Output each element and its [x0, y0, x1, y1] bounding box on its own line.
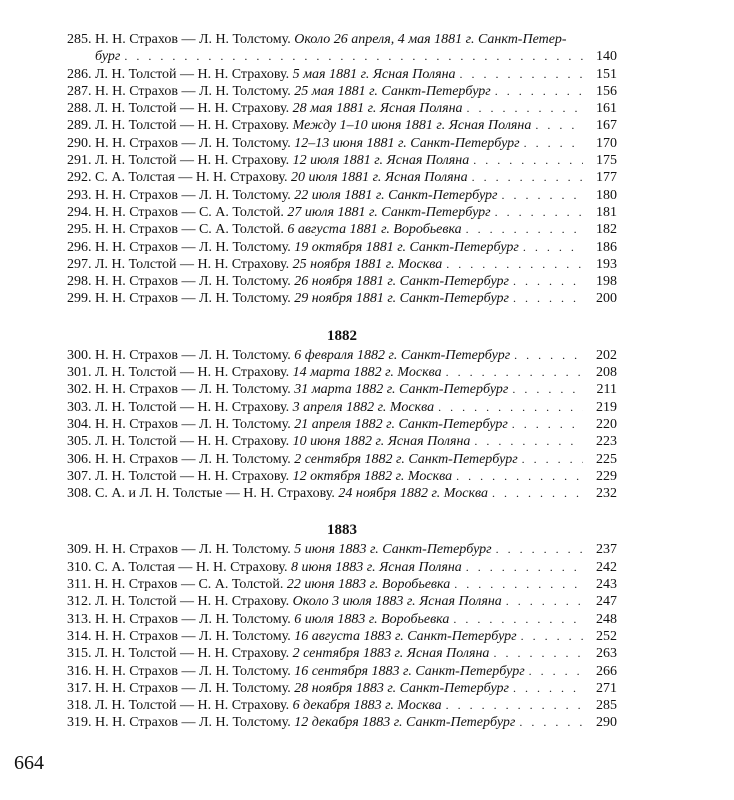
- entry-text: [67, 204, 491, 221]
- entry-page: 219: [596, 399, 617, 415]
- dot-leader: [472, 169, 583, 186]
- entry-date-place: 8 июня 1883 г. Ясная Поляна: [290, 559, 462, 575]
- dot-leader: [438, 399, 583, 416]
- entry-page: 161: [596, 101, 617, 117]
- entry-number: 287.: [67, 83, 92, 99]
- entry-correspondents: Н. Н. Страхов — Л. Н. Толстому.: [95, 347, 291, 363]
- entry-number: 294.: [67, 204, 92, 220]
- entry-page: 198: [596, 274, 617, 290]
- toc-entry[interactable]: [67, 611, 617, 628]
- entry-number: 313.: [67, 611, 92, 627]
- toc-entry[interactable]: [67, 290, 617, 307]
- dot-leader: [513, 680, 583, 697]
- entry-number: 311.: [67, 577, 91, 593]
- entry-number: 288.: [67, 101, 92, 117]
- entry-continuation: бург: [95, 49, 121, 65]
- entry-text: [67, 714, 515, 731]
- entry-correspondents: Н. Н. Страхов — Л. Н. Толстому.: [95, 611, 291, 627]
- entry-text: [67, 364, 442, 381]
- entry-date-place: 21 апреля 1882 г. Санкт-Петербург: [294, 416, 508, 432]
- entry-page: 140: [596, 49, 617, 65]
- dot-leader: [466, 559, 583, 576]
- entry-text: [67, 697, 442, 714]
- toc-entry[interactable]: [67, 433, 617, 450]
- entry-correspondents: Н. Н. Страхов — Л. Н. Толстому.: [95, 274, 291, 290]
- entry-correspondents: Л. Н. Толстой — Н. Н. Страхову.: [95, 153, 290, 169]
- entry-date-place: 12–13 июня 1881 г. Санкт-Петербург: [294, 135, 520, 151]
- entry-date-place: 16 августа 1883 г. Санкт-Петербург: [294, 628, 517, 644]
- entry-page: 151: [596, 66, 617, 82]
- entry-date-place: 5 июня 1883 г. Санкт-Петербург: [294, 542, 492, 558]
- entry-date-place: 24 ноября 1882 г. Москва: [338, 486, 488, 502]
- entry-correspondents: Л. Н. Толстой — Н. Н. Страхову.: [95, 118, 290, 134]
- dot-leader: [512, 416, 583, 433]
- dot-leader: [473, 152, 583, 169]
- entry-number: 314.: [67, 628, 92, 644]
- entry-text: [67, 433, 470, 450]
- dot-leader: [492, 485, 583, 502]
- dot-leader: [512, 381, 583, 398]
- toc-entry[interactable]: [67, 714, 617, 731]
- page-number: 664: [14, 752, 44, 774]
- toc-entry[interactable]: [67, 117, 617, 134]
- entry-number: 304.: [67, 416, 92, 432]
- entry-correspondents: Н. Н. Страхов — Л. Н. Толстому.: [95, 416, 291, 432]
- entry-page: 232: [596, 486, 617, 502]
- entry-number: 295.: [67, 222, 92, 238]
- dot-leader: [460, 66, 583, 83]
- entry-page: 247: [596, 594, 617, 610]
- entry-page: 186: [596, 239, 617, 255]
- entry-number: 312.: [67, 594, 92, 610]
- dot-leader: [519, 714, 583, 731]
- dot-leader: [456, 468, 583, 485]
- entry-correspondents: С. А. и Л. Н. Толстые — Н. Н. Страхову.: [95, 486, 335, 502]
- entry-page: 248: [596, 611, 617, 627]
- entry-text: [67, 273, 509, 290]
- entry-text: [67, 256, 442, 273]
- entry-page: 237: [596, 542, 617, 558]
- entry-page: 175: [596, 153, 617, 169]
- toc-entry[interactable]: [67, 273, 617, 290]
- dot-leader: [506, 593, 583, 610]
- dot-leader: [474, 433, 583, 450]
- entry-text: [67, 451, 518, 468]
- entry-text: [67, 135, 520, 152]
- dot-leader: [495, 204, 583, 221]
- entry-text: [67, 645, 489, 662]
- toc-entry[interactable]: [67, 485, 617, 502]
- entry-page: 225: [596, 451, 617, 467]
- entry-page: 208: [596, 365, 617, 381]
- toc-entry[interactable]: [67, 135, 617, 152]
- entry-page: 223: [596, 434, 617, 450]
- entry-text: [67, 593, 502, 610]
- dot-leader: [522, 451, 583, 468]
- entry-date-place: 28 мая 1881 г. Ясная Поляна: [292, 101, 463, 117]
- dot-leader: [466, 221, 583, 238]
- section-gap: [67, 502, 617, 519]
- entry-correspondents: Л. Н. Толстой — Н. Н. Страхову.: [95, 434, 290, 450]
- toc-entry[interactable]: [67, 239, 617, 256]
- entry-number: 289.: [67, 118, 92, 134]
- entry-date-place: 6 августа 1881 г. Воробьевка: [287, 222, 462, 238]
- entry-number: 303.: [67, 399, 92, 415]
- entry-page: 180: [596, 187, 617, 203]
- toc-entry[interactable]: [67, 399, 617, 416]
- entry-date-place: 3 апреля 1882 г. Москва: [292, 399, 435, 415]
- entry-number: 298.: [67, 274, 92, 290]
- year-heading: 1883: [327, 522, 357, 539]
- entry-correspondents: Н. Н. Страхов — Л. Н. Толстому.: [95, 135, 291, 151]
- entry-correspondents: Н. Н. Страхов — Л. Н. Толстому.: [95, 628, 291, 644]
- entry-date-place: Около 26 апреля, 4 мая 1881 г. Санкт-Петер-: [294, 32, 567, 47]
- entry-date-place: 2 сентября 1883 г. Ясная Поляна: [292, 646, 490, 662]
- entry-number: 296.: [67, 239, 92, 255]
- entry-page: 211: [596, 382, 617, 398]
- entry-text: [67, 100, 463, 117]
- section-gap: [67, 308, 617, 325]
- entry-correspondents: Н. Н. Страхов — С. А. Толстой.: [95, 204, 284, 220]
- toc-entry[interactable]: [67, 347, 617, 364]
- entry-correspondents: Л. Н. Толстой — Н. Н. Страхову.: [95, 594, 290, 610]
- entry-text: [67, 399, 434, 416]
- toc-entry[interactable]: [67, 468, 617, 485]
- entry-correspondents: Л. Н. Толстой — Н. Н. Страхову.: [95, 468, 290, 484]
- toc-entry[interactable]: [67, 152, 617, 169]
- entry-date-place: 29 ноября 1881 г. Санкт-Петербург: [294, 291, 509, 307]
- entry-page: 263: [596, 646, 617, 662]
- entry-date-place: Около 3 июля 1883 г. Ясная Поляна: [292, 594, 502, 610]
- dot-leader: [467, 100, 583, 117]
- toc-entry[interactable]: [67, 697, 617, 714]
- entry-number: 301.: [67, 365, 92, 381]
- entry-page: 242: [596, 559, 617, 575]
- entry-number: 290.: [67, 135, 92, 151]
- entry-page: 285: [596, 698, 617, 714]
- entry-page: 193: [596, 256, 617, 272]
- entry-number: 297.: [67, 256, 92, 272]
- toc-entry[interactable]: [67, 364, 617, 381]
- dot-leader: [496, 541, 583, 558]
- entry-correspondents: Л. Н. Толстой — Н. Н. Страхову.: [95, 101, 290, 117]
- entry-number: 291.: [67, 153, 92, 169]
- entry-correspondents: Н. Н. Страхов — Л. Н. Толстому.: [95, 187, 291, 203]
- toc-entry[interactable]: [67, 576, 617, 593]
- entry-date-place: 26 ноября 1881 г. Санкт-Петербург: [294, 274, 509, 290]
- toc-entry[interactable]: [67, 663, 617, 680]
- entry-text: [67, 611, 449, 628]
- toc-entry[interactable]: [67, 680, 617, 697]
- entry-date-place: 12 декабря 1883 г. Санкт-Петербург: [294, 715, 516, 731]
- toc-entry[interactable]: [67, 593, 617, 610]
- dot-leader: [501, 187, 583, 204]
- entry-text: [67, 347, 510, 364]
- entry-date-place: 16 сентября 1883 г. Санкт-Петербург: [294, 663, 525, 679]
- entry-correspondents: Н. Н. Страхов — Л. Н. Толстому.: [95, 83, 291, 99]
- entry-date-place: 28 ноября 1883 г. Санкт-Петербург: [294, 680, 509, 696]
- entry-date-place: 12 июля 1881 г. Ясная Поляна: [292, 153, 470, 169]
- entry-page: 182: [596, 222, 617, 238]
- toc-entry[interactable]: [67, 381, 617, 398]
- entry-correspondents: Л. Н. Толстой — Н. Н. Страхову.: [95, 256, 290, 272]
- entry-correspondents: Л. Н. Толстой — Н. Н. Страхову.: [95, 646, 290, 662]
- entry-text: [67, 117, 531, 134]
- entry-number: 286.: [67, 66, 92, 82]
- entry-date-place: 10 июня 1882 г. Ясная Поляна: [292, 434, 471, 450]
- entry-date-place: 14 марта 1882 г. Москва: [292, 365, 442, 381]
- entry-text: [67, 576, 450, 593]
- entry-number: 308.: [67, 486, 92, 502]
- entry-page: 202: [596, 347, 617, 363]
- entry-date-place: Между 1–10 июня 1881 г. Ясная Поляна: [292, 118, 532, 134]
- entry-number: 319.: [67, 715, 92, 731]
- entry-correspondents: С. А. Толстая — Н. Н. Страхову.: [95, 170, 288, 186]
- entry-number: 299.: [67, 291, 92, 307]
- entry-number: 316.: [67, 663, 92, 679]
- entry-number: 285.: [67, 32, 92, 47]
- entry-page: 252: [596, 628, 617, 644]
- entry-page: 220: [596, 416, 617, 432]
- table-of-contents: [67, 31, 617, 732]
- entry-correspondents: Н. Н. Страхов — Л. Н. Толстому.: [95, 663, 291, 679]
- entry-page: 200: [596, 291, 617, 307]
- entry-correspondents: Н. Н. Страхов — Л. Н. Толстому.: [95, 32, 291, 47]
- entry-text: [67, 187, 497, 204]
- toc-entry[interactable]: [67, 451, 617, 468]
- entry-correspondents: Л. Н. Толстой — Н. Н. Страхову.: [95, 365, 290, 381]
- dot-leader: [446, 364, 583, 381]
- entry-correspondents: Н. Н. Страхов — Л. Н. Толстому.: [95, 542, 291, 558]
- entry-correspondents: Н. Н. Страхов — Л. Н. Толстому.: [95, 239, 291, 255]
- toc-entry[interactable]: [67, 204, 617, 221]
- entry-text: [67, 541, 492, 558]
- entry-page: 243: [596, 577, 617, 593]
- entry-number: 309.: [67, 542, 92, 558]
- dot-leader: [454, 576, 583, 593]
- entry-number: 292.: [67, 170, 92, 186]
- entry-text: [67, 485, 488, 502]
- entry-date-place: 6 декабря 1883 г. Москва: [292, 698, 442, 714]
- toc-entry[interactable]: [67, 66, 617, 83]
- entry-date-place: 22 июля 1881 г. Санкт-Петербург: [294, 187, 498, 203]
- entry-date-place: 25 мая 1881 г. Санкт-Петербург: [294, 83, 491, 99]
- entry-text: [67, 152, 469, 169]
- entry-number: 315.: [67, 646, 92, 662]
- entry-correspondents: Н. Н. Страхов — Л. Н. Толстому.: [95, 680, 291, 696]
- entry-text: [67, 239, 519, 256]
- entry-text: [67, 680, 509, 697]
- entry-number: 302.: [67, 382, 92, 398]
- toc-entry[interactable]: [67, 541, 617, 558]
- entry-date-place: 6 июля 1883 г. Воробьевка: [294, 611, 450, 627]
- entry-correspondents: Л. Н. Толстой — Н. Н. Страхову.: [95, 399, 290, 415]
- entry-text: [67, 169, 468, 186]
- entry-date-place: 27 июля 1881 г. Санкт-Петербург: [287, 204, 491, 220]
- entry-page: 167: [596, 118, 617, 134]
- entry-number: 307.: [67, 468, 92, 484]
- entry-number: 318.: [67, 698, 92, 714]
- entry-correspondents: Н. Н. Страхов — Л. Н. Толстому.: [95, 451, 291, 467]
- dot-leader: [535, 117, 583, 134]
- entry-page: 181: [596, 204, 617, 220]
- toc-entry[interactable]: [67, 416, 617, 433]
- entry-text: [67, 559, 462, 576]
- entry-correspondents: Л. Н. Толстой — Н. Н. Страхову.: [95, 698, 290, 714]
- toc-entry-continuation[interactable]: [67, 48, 617, 65]
- year-heading: 1882: [327, 327, 357, 344]
- entry-page: 290: [596, 715, 617, 731]
- entry-date-place: 31 марта 1882 г. Санкт-Петербург: [294, 382, 509, 398]
- toc-entry[interactable]: [67, 187, 617, 204]
- toc-entry[interactable]: [67, 628, 617, 645]
- entry-number: 305.: [67, 434, 92, 450]
- entry-page: 266: [596, 663, 617, 679]
- entry-text: [67, 221, 462, 238]
- entry-date-place: 6 февраля 1882 г. Санкт-Петербург: [294, 347, 511, 363]
- entry-correspondents: Н. Н. Страхов — С. А. Толстой.: [95, 222, 284, 238]
- entry-correspondents: Н. Н. Страхов — Л. Н. Толстому.: [95, 382, 291, 398]
- dot-leader: [521, 628, 583, 645]
- entry-text: [67, 31, 567, 48]
- entry-correspondents: Н. Н. Страхов — Л. Н. Толстому.: [95, 715, 291, 731]
- toc-entry[interactable]: [67, 256, 617, 273]
- dot-leader: [493, 645, 583, 662]
- dot-leader: [495, 83, 583, 100]
- dot-leader: [524, 135, 583, 152]
- entry-date-place: 2 сентября 1882 г. Санкт-Петербург: [294, 451, 518, 467]
- entry-date-place: 25 ноября 1881 г. Москва: [292, 256, 443, 272]
- entry-page: 229: [596, 468, 617, 484]
- entry-text: [67, 381, 508, 398]
- toc-entry[interactable]: [67, 645, 617, 662]
- entry-text: [67, 628, 517, 645]
- entry-page: 170: [596, 135, 617, 151]
- entry-text: [67, 416, 508, 433]
- toc-entry[interactable]: [67, 221, 617, 238]
- entry-correspondents: Н. Н. Страхов — Л. Н. Толстому.: [95, 291, 291, 307]
- entry-correspondents: Н. Н. Страхов — С. А. Толстой.: [94, 577, 284, 593]
- entry-number: 310.: [67, 559, 92, 575]
- dot-leader: [523, 239, 583, 256]
- toc-entry[interactable]: [67, 559, 617, 576]
- dot-leader: [446, 256, 583, 273]
- toc-entry[interactable]: [67, 100, 617, 117]
- dot-leader: [529, 663, 583, 680]
- entry-text: [67, 468, 452, 485]
- toc-entry[interactable]: [67, 31, 617, 48]
- entry-date-place: 5 мая 1881 г. Ясная Поляна: [292, 66, 456, 82]
- entry-text: [67, 290, 509, 307]
- entry-number: 306.: [67, 451, 92, 467]
- entry-date-place: 22 июня 1883 г. Воробьевка: [286, 577, 451, 593]
- dot-leader: [124, 48, 583, 65]
- toc-entry[interactable]: [67, 169, 617, 186]
- dot-leader: [453, 611, 583, 628]
- entry-date-place: 19 октября 1881 г. Санкт-Петербург: [294, 239, 519, 255]
- entry-page: 177: [596, 170, 617, 186]
- toc-entry[interactable]: [67, 83, 617, 100]
- entry-page: 156: [596, 83, 617, 99]
- entry-date-place: 20 июля 1881 г. Ясная Поляна: [290, 170, 468, 186]
- entry-number: 317.: [67, 680, 92, 696]
- entry-number: 293.: [67, 187, 92, 203]
- entry-page: 271: [596, 680, 617, 696]
- dot-leader: [513, 273, 583, 290]
- entry-text: [67, 66, 456, 83]
- entry-text: [67, 663, 525, 680]
- entry-correspondents: С. А. Толстая — Н. Н. Страхову.: [95, 559, 288, 575]
- entry-number: 300.: [67, 347, 92, 363]
- entry-correspondents: Л. Н. Толстой — Н. Н. Страхову.: [95, 66, 290, 82]
- dot-leader: [513, 290, 583, 307]
- dot-leader: [446, 697, 583, 714]
- entry-date-place: 12 октября 1882 г. Москва: [292, 468, 453, 484]
- dot-leader: [514, 347, 583, 364]
- entry-text: [67, 83, 491, 100]
